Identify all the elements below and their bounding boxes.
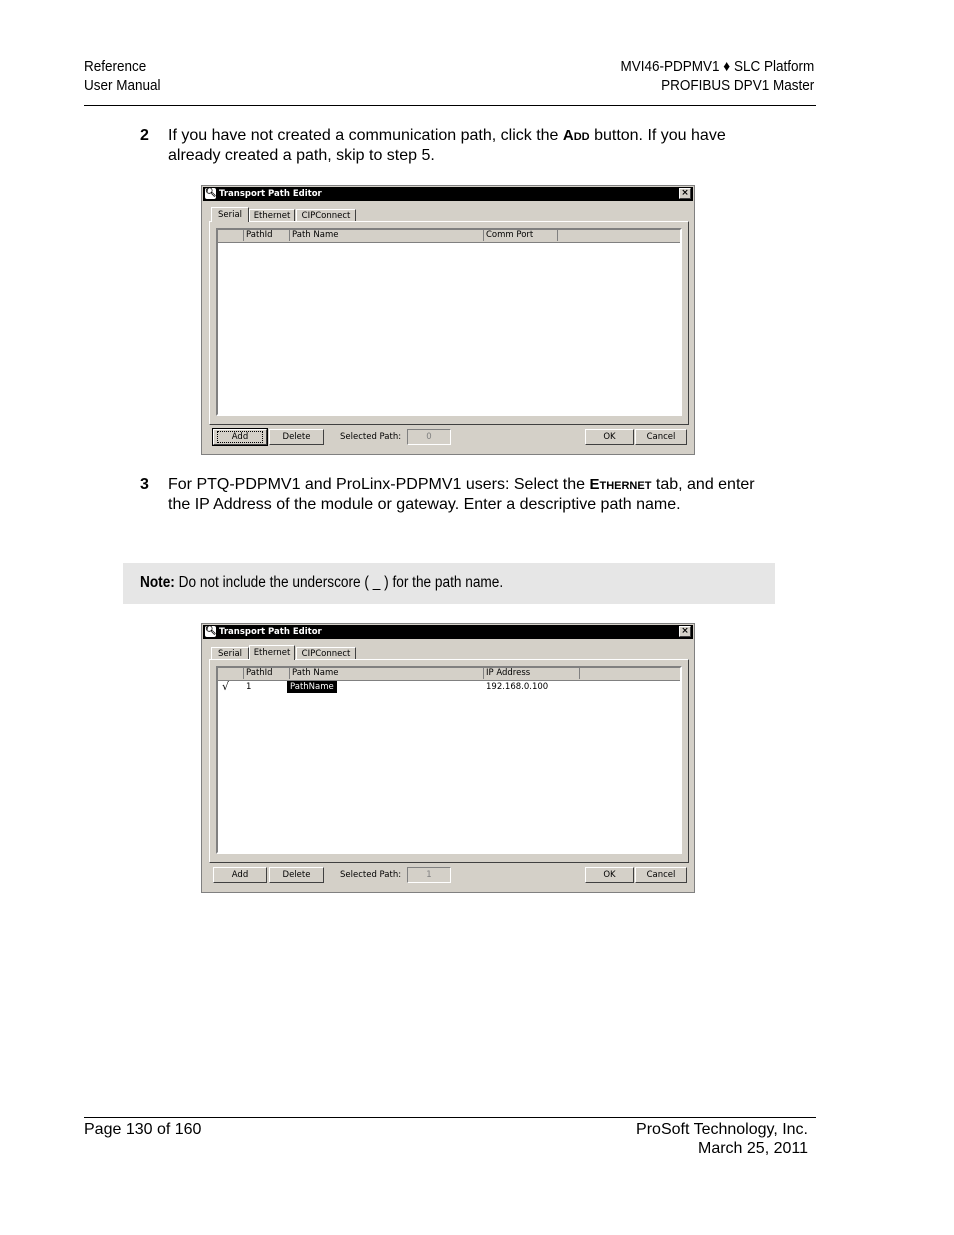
column-pathid[interactable]: PathId [244, 230, 290, 241]
delete-button[interactable]: Delete [269, 429, 324, 445]
header-section: Reference [84, 58, 147, 75]
path-id-cell: 1 [246, 682, 252, 692]
tab-serial[interactable]: Serial [211, 647, 249, 660]
tab-cipconnect[interactable]: CIPConnect [296, 209, 356, 222]
tab-ethernet[interactable]: Ethernet [249, 645, 295, 660]
list-header [218, 230, 680, 243]
header-rule [84, 105, 816, 106]
path-name-cell[interactable]: PathName [287, 681, 337, 693]
note-text [140, 574, 503, 592]
close-icon[interactable]: × [679, 188, 691, 199]
column-check[interactable] [218, 668, 244, 679]
ok-button[interactable]: OK [585, 867, 634, 883]
path-list[interactable] [216, 228, 682, 416]
step-text-part: tab, and enter the IP Address of the module or gateway. Enter a descriptive path name. [168, 476, 755, 513]
tab-ethernet[interactable]: Ethernet [249, 209, 295, 222]
list-header [218, 668, 680, 681]
footer-rule [84, 1117, 816, 1118]
ok-button[interactable]: OK [585, 429, 634, 445]
tab-panel [209, 659, 689, 863]
step-text-part: For PTQ-PDPMV1 and ProLinx-PDPMV1 users: Select the [168, 476, 590, 493]
check-icon: √ [222, 680, 230, 693]
selected-path-label: Selected Path: [340, 870, 402, 880]
search-icon: 🔍︎ [205, 188, 217, 198]
publication-date: March 25, 2011 [698, 1140, 808, 1157]
ethernet-keyword: Ethernet [589, 476, 652, 493]
company-name: ProSoft Technology, Inc. [636, 1121, 808, 1138]
cancel-button[interactable]: Cancel [635, 867, 687, 883]
transport-path-editor-dialog [201, 185, 695, 455]
dialog-title: Transport Path Editor [219, 627, 322, 637]
step-text [168, 126, 780, 165]
note-box [123, 563, 775, 604]
step-text-part: button. If you have already created a path, skip to step 5. [168, 127, 726, 164]
cancel-button[interactable]: Cancel [635, 429, 687, 445]
add-button[interactable]: Add [213, 867, 267, 883]
header-right [620, 57, 814, 95]
tab-panel [209, 221, 689, 425]
selected-path-field: 0 [407, 429, 451, 445]
column-pathid[interactable]: PathId [244, 668, 290, 679]
header-left [84, 57, 161, 95]
title-bar[interactable] [203, 625, 693, 639]
add-button-label: Add [217, 431, 263, 443]
column-path-name[interactable]: Path Name [290, 230, 484, 241]
footer-right [636, 1120, 808, 1158]
step-number: 2 [140, 127, 149, 144]
path-list[interactable] [216, 666, 682, 854]
page-number: Page 130 of 160 [84, 1121, 202, 1138]
dialog-title: Transport Path Editor [219, 189, 322, 199]
header-protocol: PROFIBUS DPV1 Master [660, 77, 814, 94]
selected-path-label: Selected Path: [340, 432, 402, 442]
step-number: 3 [140, 476, 149, 493]
close-icon[interactable]: × [679, 626, 691, 637]
step-3 [140, 475, 760, 514]
selected-path-field: 1 [407, 867, 451, 883]
search-icon: 🔍︎ [205, 626, 217, 636]
note-label: Note: [140, 574, 175, 591]
header-product: MVI46-PDPMV1 ♦ SLC Platform [620, 58, 814, 75]
add-keyword: Add [562, 127, 590, 144]
title-bar[interactable] [203, 187, 693, 201]
column-ip-address[interactable]: IP Address [484, 668, 580, 679]
header-doc-type: User Manual [84, 77, 161, 94]
note-body: Do not include the underscore ( _ ) for the path name. [174, 574, 504, 591]
column-comm-port[interactable]: Comm Port [484, 230, 558, 241]
tab-serial[interactable]: Serial [211, 207, 249, 222]
transport-path-editor-dialog-ethernet [201, 623, 695, 893]
tab-cipconnect[interactable]: CIPConnect [296, 647, 356, 660]
ip-address-cell[interactable]: 192.168.0.100 [486, 682, 549, 692]
step-text-part: If you have not created a communication path, click the [168, 127, 563, 144]
table-row[interactable] [218, 681, 680, 693]
step-text [168, 475, 760, 514]
add-button[interactable] [213, 429, 267, 445]
delete-button[interactable]: Delete [269, 867, 324, 883]
column-check[interactable] [218, 230, 244, 241]
column-path-name[interactable]: Path Name [290, 668, 484, 679]
step-2 [140, 126, 780, 165]
